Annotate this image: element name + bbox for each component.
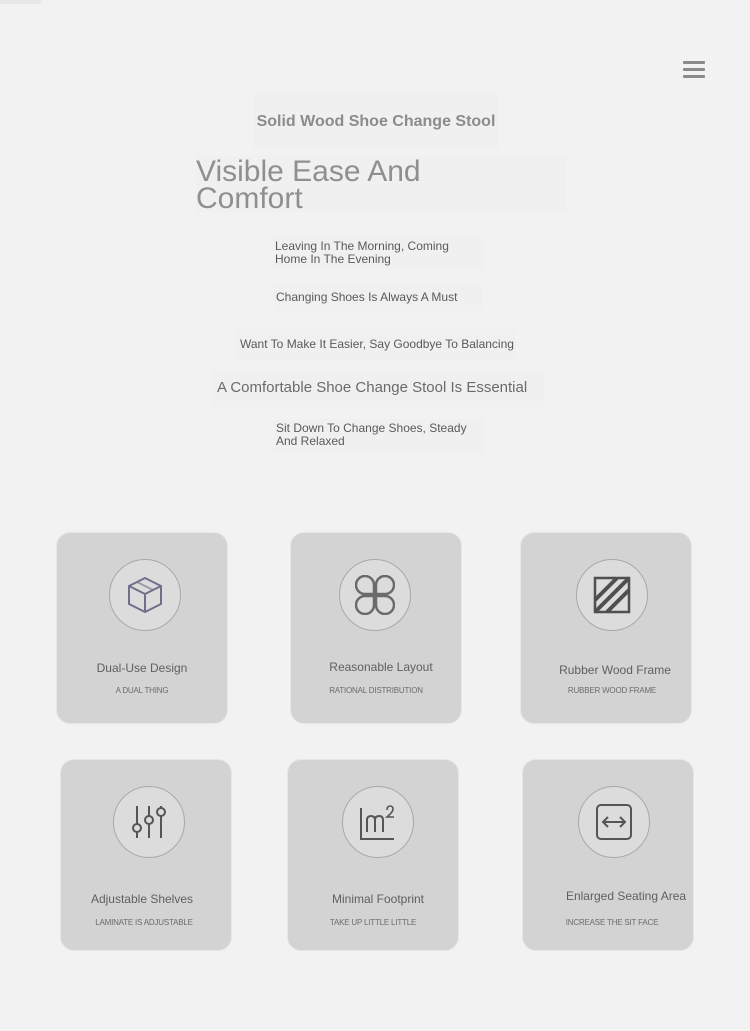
- feature-card-rubber-wood[interactable]: [520, 532, 692, 724]
- feature-card-seating-area[interactable]: [522, 759, 694, 951]
- intro-line-5: [274, 419, 484, 453]
- feature-title: Minimal Footprint: [331, 892, 425, 906]
- hamburger-menu-icon[interactable]: [683, 61, 705, 81]
- feature-card-shelves[interactable]: [60, 759, 232, 951]
- feature-card-layout[interactable]: [290, 532, 462, 724]
- expand-arrows-icon: [578, 786, 650, 858]
- feature-subtitle: RATIONAL DISTRIBUTION: [329, 686, 423, 695]
- feature-title: Reasonable Layout: [329, 660, 433, 674]
- corner-tab: [0, 0, 42, 4]
- intro-line-4: A Comfortable Shoe Change Stool Is Essential: [212, 371, 544, 407]
- feature-subtitle: LAMINATE IS ADJUSTABLE: [95, 918, 193, 927]
- intro-line-5b: And Relaxed: [276, 434, 345, 448]
- intro-line-2: Changing Shoes Is Always A Must: [274, 285, 482, 311]
- feature-card-dual-use[interactable]: [56, 532, 228, 724]
- intro-line-1: [274, 237, 484, 269]
- intro-line-1b: Home In The Evening: [275, 252, 391, 266]
- headline-line-1: Visible Ease And: [196, 155, 421, 188]
- intro-line-1a: Leaving In The Morning, Coming: [275, 239, 449, 253]
- page-headline: [196, 155, 566, 215]
- feature-title: Dual-Use Design: [96, 661, 188, 675]
- feature-title: Enlarged Seating Area: [565, 889, 687, 903]
- intro-line-3: Want To Make It Easier, Say Goodbye To Balancing: [236, 329, 516, 361]
- feature-title: Adjustable Shelves: [90, 892, 194, 906]
- four-petal-icon: [339, 559, 411, 631]
- wood-grain-icon: [576, 559, 648, 631]
- page-subtitle: Solid Wood Shoe Change Stool: [254, 94, 498, 150]
- feature-card-footprint[interactable]: [287, 759, 459, 951]
- sliders-icon: [113, 786, 185, 858]
- headline-line-2: Comfort: [196, 182, 303, 215]
- square-meter-icon: [342, 786, 414, 858]
- feature-subtitle: A DUAL THING: [115, 686, 169, 695]
- feature-subtitle: RUBBER WOOD FRAME: [567, 686, 657, 695]
- cube-icon: [109, 559, 181, 631]
- intro-line-5a: Sit Down To Change Shoes, Steady: [276, 421, 467, 435]
- feature-title: Rubber Wood Frame: [559, 663, 671, 677]
- feature-subtitle: INCREASE THE SIT FACE: [565, 918, 659, 927]
- feature-subtitle: TAKE UP LITTLE LITTLE: [329, 918, 417, 927]
